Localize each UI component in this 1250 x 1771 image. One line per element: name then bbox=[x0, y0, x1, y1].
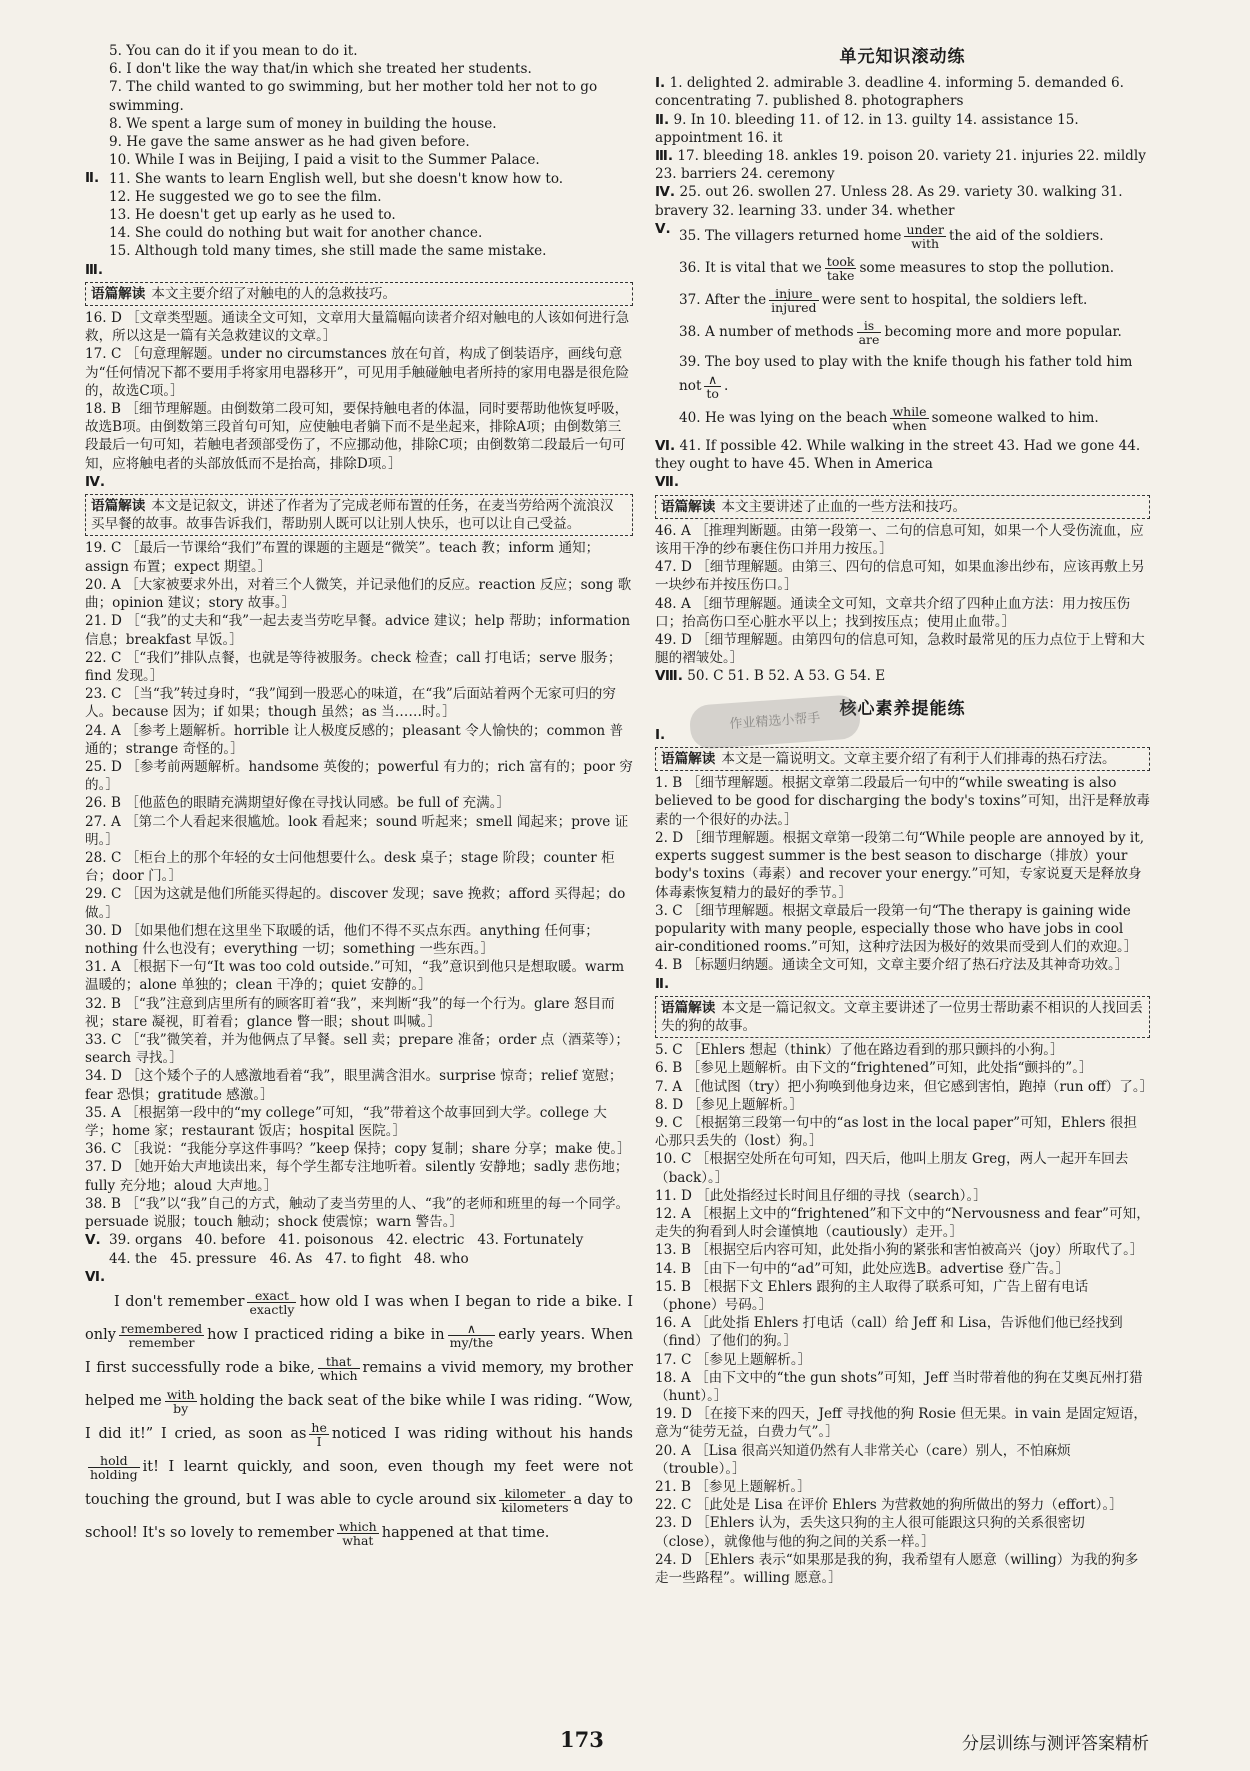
ks-1 bbox=[655, 726, 1150, 975]
reading-analysis-text: 本文是一篇说明文。文章主要介绍了有利于人们排毒的热石疗法。 bbox=[721, 751, 1116, 768]
answers-19-38 bbox=[85, 539, 633, 1231]
answer-item: 25. D ［参考前两题解析。handsome 英俊的；powerful 有力的；rich 富有的；poor 穷的。］ bbox=[85, 758, 633, 794]
answer-item: 12. He suggested we go to see the film. bbox=[109, 188, 382, 205]
correction: $\frac{\text{with}}{by}$ bbox=[166, 1386, 195, 1416]
correction-sentence bbox=[655, 287, 1150, 314]
rs-2 bbox=[655, 111, 1150, 147]
rs-4 bbox=[655, 183, 1150, 219]
answers-1-4 bbox=[655, 774, 1150, 974]
answer-item: 27. A ［第二个人看起来很尴尬。look 看起来；sound 听起来；smell 闻起来；prove 证明。］ bbox=[85, 813, 629, 848]
answer-line: 39. organs 40. before 41. poisonous 42. electric 43. Fortunately bbox=[109, 1232, 584, 1249]
answer-item: 15. Although told many times, she still made the same mistake. bbox=[109, 243, 547, 260]
answers-16-18 bbox=[85, 309, 633, 473]
answer-item: 24. A ［参考上题解析。horrible 让人极度反感的；pleasant 令人愉快的；common 普通的；strange 奇怪的。］ bbox=[85, 722, 624, 757]
answer-item: 36. C ［我说：“我能分享这件事吗？”keep 保持；copy 复制；share 分享；make 使。］ bbox=[85, 1141, 631, 1158]
answer-item: 11. She wants to learn English well, but she doesn't know how to. bbox=[109, 170, 564, 187]
answer-item: 22. C ［“我们”排队点餐，也就是等待被服务。check 检查；call 打电话；serve 服务；find 发现。］ bbox=[85, 649, 622, 684]
book-title: 分层训练与测评答案精析 bbox=[962, 1734, 1149, 1754]
passage-text: it! I learnt quickly, and soon, even though my feet were not touching the ground, but I was able to cycle around six bbox=[85, 1459, 633, 1509]
watermark-stamp: 作业精选小帮手 bbox=[689, 694, 862, 750]
correction: $\frac{\text{kilometer}}{\text{kilometers}}$ bbox=[501, 1485, 569, 1515]
passage-text: remains a vivid memory, my brother helped me bbox=[85, 1360, 633, 1410]
rs-6 bbox=[655, 437, 1150, 473]
answer-item: 17. C ［参见上题解析。］ bbox=[655, 1351, 812, 1368]
sentence-part: some measures to stop the pollution. bbox=[859, 260, 1115, 277]
section-label: Ⅲ. bbox=[655, 148, 674, 165]
answer-item: 10. While I was in Beijing, I paid a visit to the Summer Palace. bbox=[109, 152, 540, 169]
correction-sentence bbox=[655, 220, 1150, 252]
correction: $\frac{\text{that}}{\text{which}}$ bbox=[319, 1353, 358, 1383]
answers: 17. bleeding 18. ankles 19. poison 20. variety 21. injuries 22. mildly 23. barriers 24. ceremony bbox=[655, 148, 1146, 183]
answers: 1. delighted 2. admirable 3. deadline 4. informing 5. demanded 6. concentrating 7. published 8. photographers bbox=[655, 75, 1124, 110]
answer-item: 32. B ［“我”注意到店里所有的顾客盯着“我”，来判断“我”的每一个行为。glare 怒目而视；stare 凝视，盯着看；glance 瞥一眼；shout 叫喊。］ bbox=[85, 995, 615, 1030]
rs-3 bbox=[655, 147, 1150, 183]
answer-item: 12. A ［根据上文中的“frightened”和下文中的“Nervousness and fear”可知，走失的狗看到人时会谨慎地（cautiously）走开。］ bbox=[655, 1205, 1150, 1241]
answer-item: 19. D ［在接下来的四天，Jeff 寻找他的狗 Rosie 但无果。in vain 是固定短语，意为“徒劳无益，白费力气”。］ bbox=[655, 1406, 1147, 1441]
reading-analysis-text: 本文主要讲述了止血的一些方法和技巧。 bbox=[721, 498, 967, 515]
correction: $\frac{he}{I}$ bbox=[311, 1419, 327, 1449]
correction-sentence bbox=[655, 405, 1150, 432]
sentence-part: 40. He was lying on the beach bbox=[679, 410, 888, 427]
sentences-11-15 bbox=[85, 170, 633, 261]
right-column bbox=[655, 42, 1154, 1587]
answer-item: 22. C ［此处是 Lisa 在评价 Ehlers 为营救她的狗所做出的努力（effort）。］ bbox=[655, 1497, 1123, 1514]
section-label: Ⅴ. bbox=[85, 1232, 101, 1249]
answer-item: 7. The child wanted to go swimming, but her mother told her not to go swimming. bbox=[109, 79, 602, 114]
answer-item: 13. B ［根据空后内容可知，此处指小狗的紧张和害怕被高兴（joy）所取代了。］ bbox=[655, 1242, 1144, 1259]
answer-item: 29. C ［因为这就是他们所能买得起的。discover 发现；save 挽救；afford 买得起；do 做。］ bbox=[85, 886, 630, 921]
sentence-part: someone walked to him. bbox=[931, 410, 1099, 427]
correction: $\frac{\text{which}}{\text{what}}$ bbox=[338, 1518, 377, 1548]
answer-item: 17. C ［句意理解题。under no circumstances 放在句首，构成了倒装语序，画线句意为“任何情况下都不要用手将家用电器移开”，可见用手触碰触电者所持的家用电器是很危险的，故选C项。］ bbox=[85, 346, 630, 399]
answer-item: 8. We spent a large sum of money in building the house. bbox=[109, 115, 497, 132]
section-title-unit-review: 单元知识滚动练 bbox=[839, 47, 966, 67]
section-label: Ⅱ. bbox=[655, 975, 670, 992]
reading-analysis-box bbox=[655, 996, 1150, 1038]
reading-analysis-text: 本文主要介绍了对触电的人的急救技巧。 bbox=[151, 285, 397, 302]
answer-item: 5. You can do it if you mean to do it. bbox=[109, 43, 358, 59]
answer-item: 14. B ［由下一句中的“ad”可知，此处应选B。advertise 登广告。］ bbox=[655, 1260, 1070, 1277]
answers-46-49 bbox=[655, 522, 1150, 668]
sentence-part: . bbox=[723, 378, 729, 395]
answer-item: 2. D ［细节理解题。根据文章第一段第二句“While people are annoyed by it, experts suggest summer is the best season to discharge（排放）your body's toxins（毒素）and recover your energy.”可知，专家说夏天是释放身体毒素恢复精力的最好的季节。］ bbox=[655, 829, 1149, 901]
section-label: Ⅵ. bbox=[655, 438, 676, 455]
answer-item: 16. D ［文章类型题。通读全文可知，文章用大量篇幅向读者介绍对触电的人该如何进行急救，所以这是一篇有关急救建议的文章。］ bbox=[85, 310, 630, 345]
answers: 41. If possible 42. While walking in the street 43. Had we gone 44. they ought to have 45. When in America bbox=[655, 438, 1141, 473]
answer-item: 38. B ［“我”以“我”自己的方式，触动了麦当劳里的人、“我”的老师和班里的每一个同学。persuade 说服；touch 触动；shock 使震惊；warn 警告。］ bbox=[85, 1195, 630, 1230]
rs-8 bbox=[655, 667, 1150, 685]
sentence-part: 39. The boy used to play with the knife though his father told him not bbox=[679, 354, 1133, 395]
page-number: 173 bbox=[560, 1727, 604, 1752]
section-title-core-skills: 核心素养提能练 bbox=[839, 698, 966, 719]
passage-text: a day to school! It's so lovely to remember bbox=[85, 1492, 633, 1542]
passage-text: noticed I was riding without his hands bbox=[331, 1426, 633, 1443]
answer-item: 18. A ［由下文中的“the gun shots”可知，Jeff 当时带着他的狗在艾奥瓦州打猎（hunt）。］ bbox=[655, 1369, 1143, 1404]
section-label: Ⅵ. bbox=[85, 1268, 106, 1285]
sentences-5-10 bbox=[85, 42, 633, 169]
answer-item: 20. A ［大家被要求外出，对着三个人微笑，并记录他们的反应。reaction 反应；song 歌曲；opinion 建议；story 故事。］ bbox=[85, 576, 632, 612]
sentence-part: 35. The villagers returned home bbox=[679, 228, 902, 245]
reading-analysis-box bbox=[655, 747, 1150, 771]
answer-item: 18. B ［细节理解题。由倒数第二段可知，要保持触电者的体温，同时要帮助他恢复呼吸，故选B项。由倒数第三段首句可知，应使触电者躺下而不是坐起来，排除A项；由倒数第三段最后一句可知，若触电者颈部受伤了，不应挪动他，排除C项；由倒数第二段最后一句可知，应将触电者的头部放低而不是抬高，排除D项。］ bbox=[85, 401, 629, 472]
reading-analysis-box bbox=[85, 282, 633, 306]
answer-item: 3. C ［细节理解题。根据文章最后一段第一句“The therapy is gaining wide popularity with many people, especially those who have jobs in cool air-conditioned rooms.”可知，这种疗法因为极好的效果而受到人们的欢迎。］ bbox=[655, 902, 1138, 956]
sentence-part: the aid of the soldiers. bbox=[948, 228, 1104, 245]
answer-item: 13. He doesn't get up early as he used to. bbox=[109, 207, 396, 224]
answer-line: 44. the 45. pressure 46. As 47. to fight 48. who bbox=[109, 1250, 469, 1267]
answer-item: 46. A ［推理判断题。由第一段第一、二句的信息可知，如果一个人受伤流血，应该用干净的纱布裹住伤口并用力按压。］ bbox=[655, 522, 1144, 558]
answer-item: 6. I don't like the way that/in which she treated her students. bbox=[109, 61, 532, 78]
answers-39-48 bbox=[85, 1231, 633, 1267]
left-column bbox=[85, 42, 633, 1550]
section-4 bbox=[85, 473, 633, 1231]
answer-item: 5. C ［Ehlers 想起（think）了他在路边看到的那只颤抖的小狗。］ bbox=[655, 1042, 1064, 1059]
answer-item: 28. C ［柜台上的那个年轻的女士问他想要什么。desk 桌子；stage 阶段；counter 柜台；door 门。］ bbox=[85, 849, 615, 885]
passage-text: how I practiced riding a bike in bbox=[207, 1327, 445, 1344]
rs-1 bbox=[655, 74, 1150, 110]
answer-item: 33. C ［“我”微笑着，并为他俩点了早餐。sell 卖；prepare 准备；order 点（酒菜等）；search 寻找。］ bbox=[85, 1031, 629, 1067]
answer-item: 19. C ［最后一节课给“我们”布置的课题的主题是“微笑”。teach 教；inform 通知；assign 布置；expect 期望。］ bbox=[85, 540, 600, 575]
answers: 25. out 26. swollen 27. Unless 28. As 29. variety 30. walking 31. bravery 32. learning 33. under 34. whether bbox=[655, 184, 1123, 219]
section-label: Ⅳ. bbox=[655, 184, 676, 201]
section-label: Ⅰ. bbox=[655, 726, 666, 743]
answer-item: 23. C ［当“我”转过身时，“我”闻到一股恶心的味道，在“我”后面站着两个无家可归的穷人。because 因为；if 如果；though 虽然；as 当……时。］ bbox=[85, 686, 616, 721]
section-label: Ⅰ. bbox=[655, 75, 666, 92]
reading-tag: 语篇解读 bbox=[661, 999, 716, 1016]
correction: $\frac{\text{while}}{\text{when}}$ bbox=[892, 404, 927, 434]
sentence-part: 38. A number of methods bbox=[679, 324, 854, 341]
reading-tag: 语篇解读 bbox=[91, 285, 146, 302]
section-label: Ⅶ. bbox=[655, 474, 680, 491]
answer-item: 9. He gave the same answer as he had given before. bbox=[109, 134, 470, 151]
answer-item: 48. A ［细节理解题。通读全文可知，文章共介绍了四种止血方法：用力按压伤口；抬高伤口至心脏水平以上；找到按压点；使用止血带。］ bbox=[655, 595, 1131, 630]
answer-item: 21. B ［参见上题解析。］ bbox=[655, 1479, 811, 1495]
answer-item: 20. A ［Lisa 很高兴知道仍然有人非常关心（care）别人，不怕麻烦（trouble）。］ bbox=[655, 1442, 1071, 1477]
section-6 bbox=[85, 1268, 633, 1550]
section-label: Ⅱ. bbox=[655, 111, 670, 128]
section-label: Ⅴ. bbox=[655, 220, 671, 237]
answer-item: 47. D ［细节理解题。由第三、四句的信息可知，如果血渗出纱布，应该再敷上另一块纱布并按压伤口。］ bbox=[655, 559, 1145, 594]
answer-item: 26. B ［他蓝色的眼睛充满期望好像在寻找认同感。be full of 充满。］ bbox=[85, 795, 511, 812]
correction: $\frac{\text{injure}}{\text{injured}}$ bbox=[771, 286, 817, 316]
correction: $\frac{\wedge}{to}$ bbox=[706, 372, 719, 402]
correction: $\frac{\text{under}}{\text{with}}$ bbox=[906, 222, 944, 252]
answer-item: 24. D ［Ehlers 表示“如果那是我的狗，我希望有人愿意（willing）为我的狗多走一些路程”。willing 愿意。］ bbox=[655, 1551, 1139, 1587]
answer-item: 34. D ［这个矮个子的人感激地看着“我”，眼里满含泪水。surprise 惊奇；relief 宽慰；fear 恐惧；gratitude 感激。］ bbox=[85, 1068, 623, 1103]
answer-item: 15. B ［根据下文 Ehlers 跟狗的主人取得了联系可知，广告上留有电话（phone）号码。］ bbox=[655, 1278, 1089, 1313]
section-5 bbox=[85, 1231, 633, 1268]
answers-5-24 bbox=[655, 1041, 1154, 1587]
answer-item: 23. D ［Ehlers 认为，丢失这只狗的主人很可能跟这只狗的关系很密切（close），就像他与他的狗之间的关系一样。］ bbox=[655, 1515, 1085, 1550]
rs-7 bbox=[655, 473, 1150, 667]
answer-item: 49. D ［细节理解题。由第四句的信息可知，急救时最常见的压力点位于上臂和大腿的褶皱处。］ bbox=[655, 632, 1145, 667]
answer-item: 35. A ［根据第一段中的“my college”可知，“我”带着这个故事回到大学。college 大学；home 家；restaurant 饭店；hospital 医院。］ bbox=[85, 1104, 607, 1139]
answers: 50. C 51. B 52. A 53. G 54. E bbox=[687, 668, 886, 685]
reading-analysis-text: 本文是一篇记叙文。文章主要讲述了一位男士帮助素不相识的人找回丢失的狗的故事。 bbox=[661, 999, 1143, 1034]
reading-tag: 语篇解读 bbox=[661, 751, 716, 768]
answer-item: 21. D ［“我”的丈夫和“我”一起去麦当劳吃早餐。advice 建议；help 帮助；information 信息；breakfast 早饭。］ bbox=[85, 613, 635, 648]
answer-item: 10. C ［根据空处所在句可知，四天后，他叫上朋友 Greg，两人一起开车回去（back）。］ bbox=[655, 1151, 1129, 1186]
correction-sentence bbox=[655, 351, 1150, 400]
passage-text: early years. When I first successfully rode a bike, bbox=[85, 1327, 634, 1377]
passage-text: holding the back seat of the bike while I was riding. “Wow, I did it!” I cried, as soon as bbox=[85, 1393, 633, 1443]
sentence-part: 37. After the bbox=[679, 292, 767, 309]
answer-item: 8. D ［参见上题解析。］ bbox=[655, 1096, 804, 1113]
correction: $\frac{\text{took}}{\text{take}}$ bbox=[826, 254, 855, 284]
answer-item: 6. B ［参见上题解析。由下文的“frightened”可知，此处指“颤抖的”。］ bbox=[655, 1060, 1093, 1077]
ks-2 bbox=[655, 975, 1154, 1588]
correction: $\frac{\text{remembered}}{\text{remember}}$ bbox=[120, 1320, 203, 1350]
sentence-part: 36. It is vital that we bbox=[679, 260, 822, 277]
section-label: Ⅷ. bbox=[655, 668, 683, 685]
passage-text: I don't remember bbox=[114, 1294, 245, 1311]
answer-item: 7. A ［他试图（try）把小狗唤到他身边来，但它感到害怕，跑掉（run off）了。］ bbox=[655, 1078, 1154, 1095]
reading-tag: 语篇解读 bbox=[661, 498, 716, 515]
section-label: Ⅳ. bbox=[85, 473, 106, 490]
answer-item: 11. D ［此处指经过长时间且仔细的寻找（search）。］ bbox=[655, 1187, 987, 1204]
correction-sentence bbox=[655, 319, 1150, 346]
passage-text: how old I was when I began to ride a bike. I only bbox=[85, 1294, 633, 1344]
answer-item: 31. A ［根据下一句“It was too cold outside.”可知，“我”意识到他只是想取暖。warm 温暖的；alone 单独的；clean 干净的；quiet 安静的。］ bbox=[85, 959, 629, 994]
section-label: Ⅲ. bbox=[85, 261, 104, 278]
correction-sentence bbox=[655, 255, 1150, 282]
reading-tag: 语篇解读 bbox=[91, 498, 146, 515]
reading-analysis-text: 本文是记叙文，讲述了作者为了完成老师布置的任务，在麦当劳给两个流浪汉买早餐的故事。故事告诉我们，帮助别人既可以让别人快乐，也可以让自己受益。 bbox=[91, 498, 614, 533]
rs-5 bbox=[655, 220, 1150, 432]
answer-item: 9. C ［根据第三段第一句中的“as lost in the local paper”可知，Ehlers 很担心那只丢失的（lost）狗。］ bbox=[655, 1114, 1137, 1150]
section-2 bbox=[85, 169, 633, 260]
correction-passage bbox=[85, 1286, 633, 1550]
reading-analysis-box bbox=[85, 494, 633, 536]
correction: $\frac{\text{exact}}{\text{exactly}}$ bbox=[249, 1287, 295, 1317]
answer-item: 30. D ［如果他们想在这里坐下取暖的话，他们不得不买点东西。anything 任何事；nothing 什么也没有；everything 一切；something 一些东西。］ bbox=[85, 922, 599, 957]
answers: 9. In 10. bleeding 11. of 12. in 13. guilty 14. assistance 15. appointment 16. it bbox=[655, 111, 1079, 146]
answer-item: 4. B ［标题归纳题。通读全文可知，文章主要介绍了热石疗法及其神奇功效。］ bbox=[655, 957, 1129, 974]
answer-item: 1. B ［细节理解题。根据文章第二段最后一句中的“while sweating is also believed to be good for discharging the body's toxins”可知，出汗是释放毒素的一个很好的办法。］ bbox=[655, 775, 1150, 828]
correction: $\frac{\wedge}{\text{my/the}}$ bbox=[449, 1320, 494, 1350]
sentence-part: becoming more and more popular. bbox=[884, 324, 1122, 341]
reading-analysis-box bbox=[655, 495, 1150, 519]
answer-item: 16. A ［此处指 Ehlers 打电话（call）给 Jeff 和 Lisa，告诉他们他已经找到（find）了他们的狗。］ bbox=[655, 1315, 1123, 1350]
correction-sentences bbox=[655, 220, 1150, 434]
section-3 bbox=[85, 261, 633, 473]
answer-item: 14. She could do nothing but wait for another chance. bbox=[109, 225, 483, 242]
correction: $\frac{\text{hold}}{\text{holding}}$ bbox=[90, 1452, 138, 1482]
correction: $\frac{is}{\text{are}}$ bbox=[858, 318, 880, 348]
section-label: Ⅱ. bbox=[85, 170, 100, 187]
sentence-part: were sent to hospital, the soldiers left. bbox=[821, 292, 1088, 309]
passage-text: happened at that time. bbox=[381, 1525, 550, 1542]
answer-item: 37. D ［她开始大声地读出来，每个学生都专注地听着。silently 安静地；sadly 悲伤地；fully 充分地；aloud 大声地。］ bbox=[85, 1159, 629, 1194]
